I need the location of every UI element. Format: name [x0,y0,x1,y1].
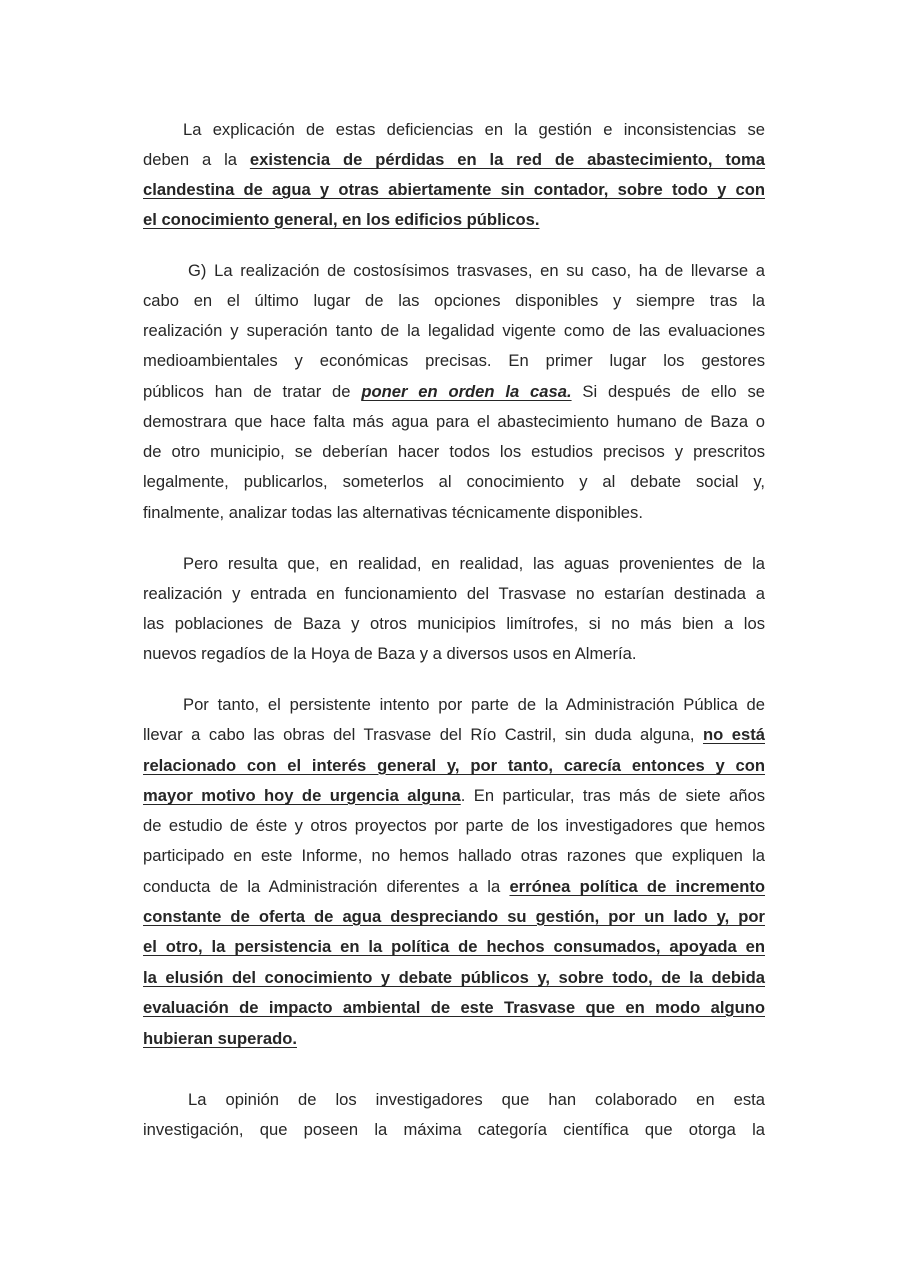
text-run: La explicación de estas deficiencias en la gestión e inconsistencias se [183,120,765,139]
text-run: G) La realización de costosísimos trasvases, en su caso, ha de llevarse a [188,261,765,280]
emphasized-text-run: la elusión del conocimiento y debate públicos y, sobre todo, de la debida [143,968,765,987]
text-run: nuevos regadíos de la Hoya de Baza y a diversos usos en Almería. [143,644,637,663]
text-line [143,583,765,605]
text-line [143,502,765,524]
text-line [143,350,765,372]
text-line [143,613,765,635]
emphasized-text-run: no está [702,725,765,744]
emphasized-text-run: relacionado con el interés general y, por tanto, carecía entonces y con [143,756,765,775]
text-run: realización y superación tanto de la legalidad vigente como de las evaluaciones [143,321,765,340]
text-run: llevar a cabo las obras del Trasvase del Río Castril, sin duda alguna, [143,725,703,744]
text-line [183,119,765,141]
emphasized-text-run: el conocimiento general, en los edificios públicos. [143,210,540,229]
text-line [143,441,765,463]
text-run: deben a la [143,150,250,169]
text-run: las poblaciones de Baza y otros municipios limítrofes, si no más bien a los [143,614,765,633]
text-line [143,209,765,231]
text-line [143,290,765,312]
text-line [143,845,765,867]
emphasized-text-run: evaluación de impacto ambiental de este Trasvase que en modo alguno [143,998,765,1017]
text-line [143,815,765,837]
emphasized-text-run: constante de oferta de agua despreciando su gestión, por un lado y, por [143,907,765,926]
text-line [183,694,765,716]
text-line [143,1028,765,1050]
text-line [143,967,765,989]
text-run: Por tanto, el persistente intento por parte de la Administración Pública de [183,695,765,714]
text-line [143,906,765,928]
text-line [143,149,765,171]
text-line [143,1119,765,1141]
text-run: legalmente, publicarlos, someterlos al conocimiento y al debate social y, [143,472,765,491]
text-line [143,643,765,665]
text-run: medioambientales y económicas precisas. En primer lugar los gestores [143,351,765,370]
text-run: cabo en el último lugar de las opciones disponibles y siempre tras la [143,291,765,310]
text-run: finalmente, analizar todas las alternativas técnicamente disponibles. [143,503,643,522]
text-run: realización y entrada en funcionamiento del Trasvase no estarían destinada a [143,584,765,603]
text-line [143,320,765,342]
emphasized-text-run: poner en orden la casa. [361,382,572,401]
emphasized-text-run: el otro, la persistencia en la política de hechos consumados, apoyada en [143,937,765,956]
text-run: participado en este Informe, no hemos hallado otras razones que expliquen la [143,846,765,865]
text-line [188,1089,765,1111]
text-line [143,936,765,958]
text-run: públicos han de tratar de [143,382,362,401]
text-line [143,755,765,777]
text-line [183,553,765,575]
emphasized-text-run: mayor motivo hoy de urgencia alguna [143,786,461,805]
emphasized-text-run: hubieran superado. [143,1029,297,1048]
text-line [188,260,765,282]
text-line [143,411,765,433]
text-run: . En particular, tras más de siete años [460,786,765,805]
text-run: Pero resulta que, en realidad, en realidad, las aguas provenientes de la [183,554,765,573]
text-line [143,381,765,403]
emphasized-text-run: clandestina de agua y otras abiertamente sin contador, sobre todo y con [143,180,765,199]
text-line [143,997,765,1019]
text-run: demostrara que hace falta más agua para el abastecimiento humano de Baza o [143,412,765,431]
emphasized-text-run: existencia de pérdidas en la red de abastecimiento, toma [249,150,765,169]
text-run: Si después de ello se [571,382,766,401]
text-run: de otro municipio, se deberían hacer todos los estudios precisos y prescritos [143,442,765,461]
emphasized-text-run: errónea política de incremento [509,877,765,896]
text-line [143,785,765,807]
text-run: conducta de la Administración diferentes a la [143,877,510,896]
text-line [143,876,765,898]
text-run: investigación, que poseen la máxima categoría científica que otorga la [143,1120,765,1139]
text-line [143,179,765,201]
text-line [143,724,765,746]
text-run: La opinión de los investigadores que han colaborado en esta [188,1090,765,1109]
text-run: de estudio de éste y otros proyectos por parte de los investigadores que hemos [143,816,765,835]
text-line [143,471,765,493]
